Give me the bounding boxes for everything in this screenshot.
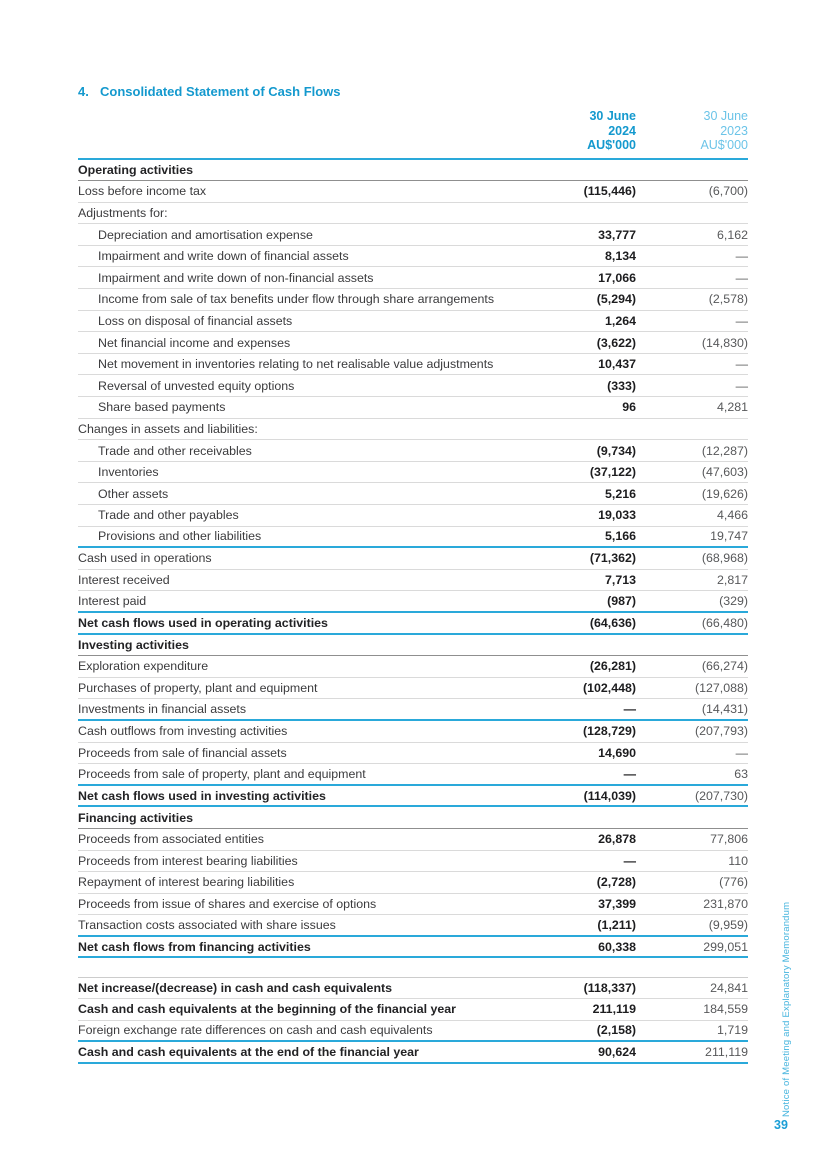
value-2024: 90,624 — [598, 1045, 636, 1060]
value-2024: (71,362) — [589, 551, 636, 566]
value-2023: — — [735, 270, 748, 285]
table-row — [78, 160, 748, 182]
row-label: Proceeds from interest bearing liabilities — [78, 853, 298, 868]
row-label: Share based payments — [98, 400, 226, 415]
row-label: Repayment of interest bearing liabilities — [78, 875, 295, 890]
value-2023: — — [735, 249, 748, 264]
value-2024: (128,729) — [582, 724, 636, 739]
table-row — [78, 829, 748, 851]
row-label: Transaction costs associated with share issues — [78, 918, 336, 933]
table-body — [78, 160, 748, 1064]
row-label: Trade and other receivables — [98, 443, 252, 458]
row-label: Income from sale of tax benefits under flow through share arrangements — [98, 292, 495, 307]
table-row — [78, 894, 748, 916]
value-2024: (3,622) — [596, 335, 636, 350]
value-2024: (333) — [607, 378, 636, 393]
sidebar-vertical-label: Notice of Meeting and Explanatory Memorandum — [781, 901, 792, 1117]
value-2023: 6,162 — [716, 227, 748, 242]
row-label: Trade and other payables — [98, 508, 239, 523]
column-header-line: AU$'000 — [700, 138, 748, 152]
value-2024: (64,636) — [589, 615, 636, 630]
column-header-line: 2023 — [720, 123, 748, 138]
row-label: Provisions and other liabilities — [98, 529, 262, 544]
table-row — [78, 656, 748, 678]
section-number: 4. — [78, 84, 89, 99]
value-2024: (2,728) — [596, 875, 636, 890]
value-2024: (1,211) — [597, 918, 636, 933]
row-label: Loss on disposal of financial assets — [98, 313, 293, 328]
value-2024: 7,713 — [604, 573, 636, 588]
value-2024: — — [623, 702, 636, 717]
row-label: Interest received — [78, 573, 170, 588]
value-2024: (115,446) — [583, 184, 636, 199]
table-row — [78, 375, 748, 397]
table-row — [78, 1042, 748, 1064]
table-row — [78, 678, 748, 700]
table-row — [78, 937, 748, 959]
row-label: Net financial income and expenses — [98, 335, 291, 350]
row-label: Loss before income tax — [78, 184, 207, 199]
value-2023: 19,747 — [710, 529, 748, 544]
table-row — [78, 224, 748, 246]
value-2024: 1,264 — [604, 313, 636, 328]
value-2024: — — [623, 766, 636, 781]
row-label: Cash used in operations — [78, 551, 212, 566]
table-row — [78, 246, 748, 268]
row-label: Reversal of unvested equity options — [98, 378, 295, 393]
value-2024: (26,281) — [589, 659, 636, 674]
value-2023: (2,578) — [708, 292, 748, 307]
row-label: Interest paid — [78, 594, 147, 609]
value-2023: 110 — [728, 853, 748, 868]
row-label: Financing activities — [78, 810, 193, 825]
column-header-line: AU$'000 — [587, 138, 636, 152]
value-2023: 77,806 — [710, 832, 748, 847]
value-2023: (6,700) — [708, 184, 748, 199]
row-label: Net cash flows used in operating activities — [78, 615, 328, 630]
table-row — [78, 807, 748, 829]
value-2023: 211,119 — [705, 1045, 748, 1060]
row-label: Foreign exchange rate differences on cash and cash equivalents — [78, 1023, 433, 1038]
value-2023: 184,559 — [703, 1002, 748, 1017]
value-2023: 2,817 — [716, 573, 748, 588]
table-row — [78, 591, 748, 613]
value-2023: — — [735, 378, 748, 393]
row-label: Cash and cash equivalents at the beginning of the financial year — [78, 1002, 456, 1017]
value-2024: 60,338 — [598, 939, 636, 954]
value-2023: (9,959) — [708, 918, 748, 933]
table-row — [78, 721, 748, 743]
table-spacer — [78, 958, 748, 977]
row-label: Changes in assets and liabilities: — [78, 421, 258, 436]
page-content — [78, 84, 748, 1064]
table-row — [78, 977, 748, 999]
column-header-2024 — [526, 109, 636, 153]
table-row — [78, 440, 748, 462]
row-label: Other assets — [98, 486, 169, 501]
column-header-line: 30 June — [703, 109, 748, 123]
value-2023: — — [735, 357, 748, 372]
table-row — [78, 1021, 748, 1043]
row-label: Impairment and write down of non-financial assets — [98, 270, 374, 285]
table-row — [78, 764, 748, 786]
value-2023: (329) — [719, 594, 748, 609]
table-row — [78, 999, 748, 1021]
value-2024: (2,158) — [596, 1023, 636, 1038]
row-label: Exploration expenditure — [78, 659, 209, 674]
row-label: Proceeds from associated entities — [78, 832, 264, 847]
value-2024: — — [623, 853, 636, 868]
table-row — [78, 332, 748, 354]
table-row — [78, 354, 748, 376]
value-2024: (37,122) — [589, 465, 636, 480]
table-row — [78, 570, 748, 592]
row-label: Adjustments for: — [78, 205, 168, 220]
value-2024: 5,166 — [604, 529, 636, 544]
table-row — [78, 483, 748, 505]
row-label: Net cash flows used in investing activities — [78, 788, 326, 803]
row-label: Proceeds from sale of property, plant and equipment — [78, 766, 366, 781]
value-2023: (776) — [719, 875, 748, 890]
table-row — [78, 699, 748, 721]
row-label: Inventories — [98, 465, 159, 480]
table-row — [78, 851, 748, 873]
row-label: Cash and cash equivalents at the end of the financial year — [78, 1045, 419, 1060]
value-2024: 19,033 — [598, 508, 636, 523]
table-row — [78, 872, 748, 894]
value-2024: 17,066 — [598, 270, 636, 285]
table-row — [78, 462, 748, 484]
value-2023: (47,603) — [701, 465, 748, 480]
row-label: Depreciation and amortisation expense — [98, 227, 313, 242]
value-2024: 96 — [622, 400, 636, 415]
table-row — [78, 613, 748, 635]
table-row — [78, 181, 748, 203]
table-row — [78, 635, 748, 657]
value-2024: 14,690 — [598, 745, 636, 760]
value-2024: 10,437 — [598, 357, 636, 372]
row-label: Investing activities — [78, 637, 189, 652]
table-row — [78, 548, 748, 570]
value-2023: 4,281 — [716, 400, 748, 415]
row-label: Net movement in inventories relating to net realisable value adjustments — [98, 357, 494, 372]
table-row — [78, 915, 748, 937]
value-2024: 8,134 — [604, 249, 636, 264]
value-2023: (14,830) — [701, 335, 748, 350]
value-2024: 33,777 — [598, 227, 636, 242]
value-2023: (14,431) — [701, 702, 748, 717]
value-2023: 1,719 — [716, 1023, 748, 1038]
page-title — [78, 84, 748, 99]
value-2024: 37,399 — [598, 896, 636, 911]
value-2023: 63 — [734, 766, 748, 781]
row-label: Net increase/(decrease) in cash and cash equivalents — [78, 981, 393, 996]
column-header-2023 — [636, 109, 748, 153]
value-2023: 4,466 — [716, 508, 748, 523]
value-2024: (5,294) — [596, 292, 636, 307]
row-label: Net cash flows from financing activities — [78, 939, 311, 954]
value-2023: (66,274) — [701, 659, 748, 674]
table-row — [78, 743, 748, 765]
value-2023: (12,287) — [701, 443, 748, 458]
value-2023: 299,051 — [703, 939, 748, 954]
value-2023: 231,870 — [703, 896, 748, 911]
value-2024: 26,878 — [598, 832, 636, 847]
table-row — [78, 397, 748, 419]
row-label: Cash outflows from investing activities — [78, 724, 288, 739]
table-row — [78, 203, 748, 225]
row-label: Investments in financial assets — [78, 702, 247, 717]
value-2024: 5,216 — [604, 486, 636, 501]
value-2024: 211,119 — [592, 1002, 636, 1017]
row-label: Proceeds from issue of shares and exercise of options — [78, 896, 377, 911]
table-row — [78, 267, 748, 289]
table-row — [78, 419, 748, 441]
value-2023: (66,480) — [701, 615, 748, 630]
value-2023: (127,088) — [694, 681, 748, 696]
value-2024: (118,337) — [583, 981, 636, 996]
value-2023: 24,841 — [710, 981, 748, 996]
value-2023: (19,626) — [701, 486, 748, 501]
table-row — [78, 311, 748, 333]
column-header-line: 30 June — [589, 109, 636, 123]
table-row — [78, 527, 748, 549]
table-header — [78, 109, 748, 160]
row-label: Operating activities — [78, 162, 193, 177]
value-2024: (114,039) — [583, 788, 636, 803]
section-title: Consolidated Statement of Cash Flows — [100, 84, 341, 99]
row-label: Impairment and write down of financial assets — [98, 249, 349, 264]
value-2023: (68,968) — [701, 551, 748, 566]
table-row — [78, 289, 748, 311]
table-row — [78, 505, 748, 527]
value-2024: (102,448) — [582, 681, 636, 696]
value-2023: — — [735, 313, 748, 328]
value-2023: (207,730) — [694, 788, 748, 803]
row-label: Proceeds from sale of financial assets — [78, 745, 287, 760]
column-header-line: 2024 — [608, 123, 636, 138]
row-label: Purchases of property, plant and equipment — [78, 681, 318, 696]
value-2023: — — [735, 745, 748, 760]
value-2024: (987) — [607, 594, 636, 609]
value-2024: (9,734) — [596, 443, 636, 458]
value-2023: (207,793) — [694, 724, 748, 739]
page-number: 39 — [774, 1118, 788, 1132]
table-row — [78, 786, 748, 808]
